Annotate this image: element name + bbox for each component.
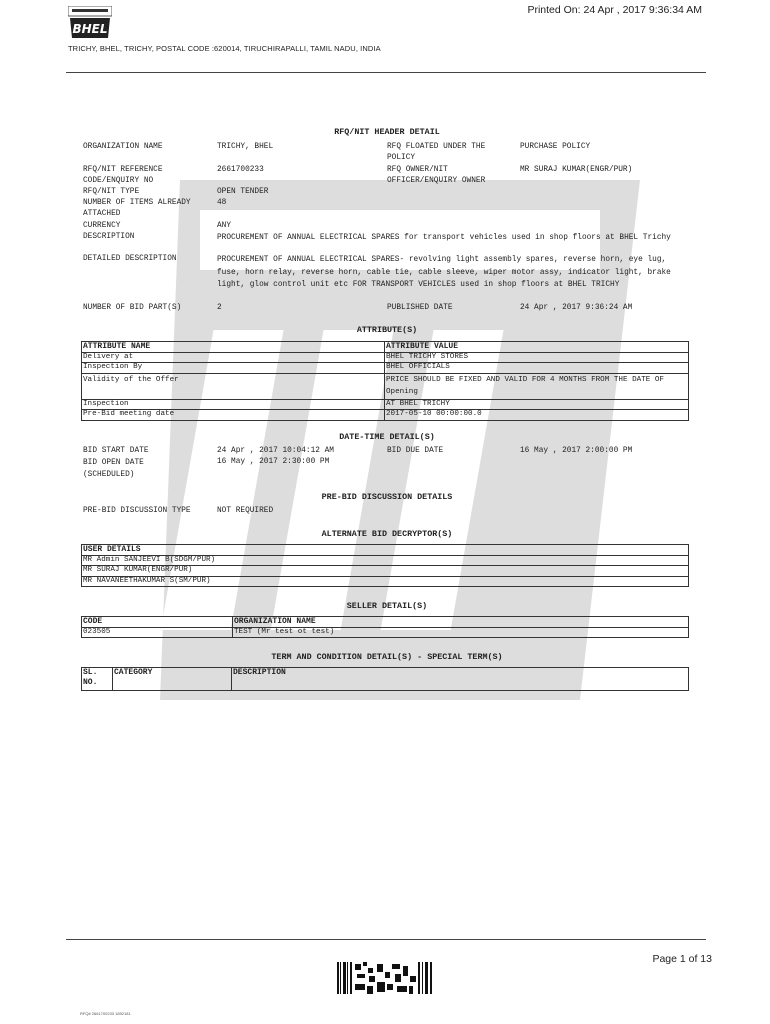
published-value: 24 Apr , 2017 9:36:24 AM (520, 304, 633, 312)
seller-table (81, 616, 689, 638)
attribute-name-cell: Delivery at (82, 352, 385, 363)
desc-label: DESCRIPTION (83, 233, 135, 241)
logo-text: BHEL (72, 22, 108, 36)
table-row (82, 410, 689, 421)
table-row (82, 399, 689, 410)
type-value: OPEN TENDER (217, 188, 269, 196)
attribute-name-cell: Validity of the Offer (82, 373, 385, 399)
prebid-title: PRE-BID DISCUSSION DETAILS (321, 492, 453, 502)
owner-label: RFQ OWNER/NIT OFFICER/ENQUIRY OWNER (387, 166, 486, 185)
table-row (82, 627, 689, 638)
table-row (82, 373, 689, 399)
table-row (82, 363, 689, 374)
seller-title: SELLER DETAIL(S) (346, 601, 428, 611)
ref-label: RFQ/NIT REFERENCE CODE/ENQUIRY NO (83, 166, 163, 185)
bid-open-value: 16 May , 2017 2:30:00 PM (217, 458, 330, 466)
seller-code-cell: 023505 (82, 627, 233, 638)
attribute-value-cell: AT BHEL TRICHY (385, 399, 689, 410)
currency-label: CURRENCY (83, 222, 121, 230)
table-row (82, 576, 689, 587)
rfq-header-title: RFQ/NIT HEADER DETAIL (334, 127, 440, 137)
desc-value: PROCUREMENT OF ANNUAL ELECTRICAL SPARES for transport vehicles used in shop floors at BHEL Trichy (217, 234, 671, 242)
decryptor-title: ALTERNATE BID DECRYPTOR(S) (321, 529, 453, 539)
user-details-header: USER DETAILS (82, 545, 689, 556)
table-header-row (82, 545, 689, 556)
table-row (82, 566, 689, 577)
attribute-value-header: ATTRIBUTE VALUE (385, 342, 689, 353)
table-header-row (82, 342, 689, 353)
qr-barcode (337, 962, 433, 994)
bid-start-value: 24 Apr , 2017 10:04:12 AM (217, 447, 334, 455)
page-number: Page 1 of 13 (652, 953, 712, 965)
org-name-label: ORGANIZATION NAME (83, 143, 163, 151)
attribute-value-cell: PRICE SHOULD BE FIXED AND VALID FOR 4 MONTHS FROM THE DATE OF Opening (385, 373, 689, 399)
seller-org-cell: TEST (Mr test ot test) (233, 627, 689, 638)
terms-table (81, 667, 689, 691)
header-divider (66, 72, 706, 73)
currency-value: ANY (217, 222, 232, 230)
items-label: NUMBER OF ITEMS ALREADY ATTACHED (83, 199, 191, 218)
decryptor-table (81, 544, 689, 587)
printed-on-text: Printed On: 24 Apr , 2017 9:36:34 AM (527, 4, 702, 16)
company-address: TRICHY, BHEL, TRICHY, POSTAL CODE :620014, TIRUCHIRAPALLI, TAMIL NADU, INDIA (68, 44, 381, 53)
sl-no-header: SL. NO. (82, 668, 113, 691)
prebid-type-value: NOT REQUIRED (217, 507, 274, 515)
datetime-title: DATE-TIME DETAIL(S) (339, 432, 435, 442)
bidparts-label: NUMBER OF BID PART(S) (83, 304, 182, 312)
user-details-cell: MR SURAJ KUMAR(ENGR/PUR) (82, 566, 689, 577)
bid-start-label: BID START DATE (83, 447, 149, 455)
attribute-value-cell: BHEL OFFICIALS (385, 363, 689, 374)
footer-divider (66, 939, 706, 940)
org-name-value: TRICHY, BHEL (217, 143, 274, 151)
floated-value: PURCHASE POLICY (520, 143, 591, 151)
detailed-label: DETAILED DESCRIPTION (83, 255, 177, 263)
prebid-type-label: PRE-BID DISCUSSION TYPE (83, 507, 191, 515)
rfq-footer-reference: RFQ# 2661700233 1892181 (80, 1011, 131, 1016)
category-header: CATEGORY (113, 668, 232, 691)
description-header: DESCRIPTION (232, 668, 689, 691)
published-label: PUBLISHED DATE (387, 304, 453, 312)
bidparts-value: 2 (217, 304, 222, 312)
org-header: ORGANIZATION NAME (233, 617, 689, 628)
attribute-name-header: ATTRIBUTE NAME (82, 342, 385, 353)
attribute-name-cell: Inspection By (82, 363, 385, 374)
floated-label: RFQ FLOATED UNDER THE POLICY (387, 143, 486, 162)
bhel-logo (68, 6, 112, 40)
detailed-value: PROCUREMENT OF ANNUAL ELECTRICAL SPARES- revolving light assembly spares, reverse horn, eye lug, fuse, horn relay, reverse horn, cable tie, cable sleeve, wiper motor assy, indicator light, brake light, glow control unit etc FOR TRANSPORT VEHICLES used in shop floors at BHEL TRICHY (217, 256, 671, 289)
ref-value: 2661700233 (217, 166, 264, 174)
code-header: CODE (82, 617, 233, 628)
bid-open-label: BID OPEN DATE (SCHEDULED) (83, 459, 144, 479)
owner-value: MR SURAJ KUMAR(ENGR/PUR) (520, 166, 633, 174)
table-header-row (82, 668, 689, 691)
bid-due-label: BID DUE DATE (387, 447, 444, 455)
user-details-cell: MR NAVANEETHAKUMAR S(SM/PUR) (82, 576, 689, 587)
attribute-value-cell: BHEL TRICHY STORES (385, 352, 689, 363)
table-row (82, 352, 689, 363)
attribute-value-cell: 2017-05-10 00:00:00.0 (385, 410, 689, 421)
table-header-row (82, 617, 689, 628)
table-row (82, 555, 689, 566)
bid-due-value: 16 May , 2017 2:00:00 PM (520, 447, 633, 455)
type-label: RFQ/NIT TYPE (83, 188, 140, 196)
items-value: 48 (217, 199, 227, 207)
attributes-table (81, 341, 689, 421)
attribute-name-cell: Pre-Bid meeting date (82, 410, 385, 421)
user-details-cell: MR Admin SANJEEVI B(SDGM/PUR) (82, 555, 689, 566)
attribute-name-cell: Inspection (82, 399, 385, 410)
attributes-title: ATTRIBUTE(S) (356, 325, 418, 335)
terms-title: TERM AND CONDITION DETAIL(S) - SPECIAL TERM(S) (271, 652, 503, 662)
